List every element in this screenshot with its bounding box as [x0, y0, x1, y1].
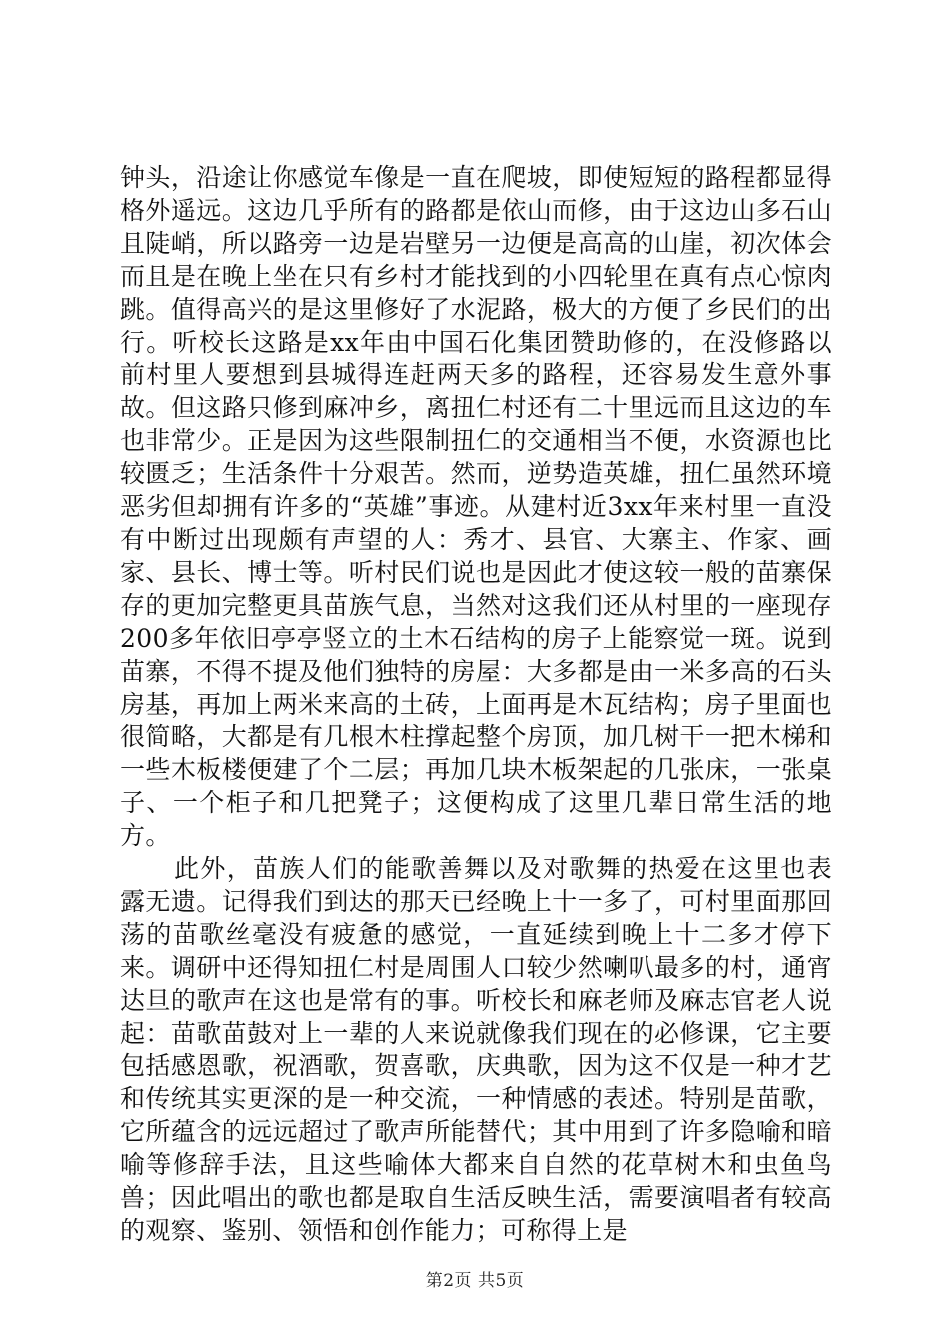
- document-body: [120, 162, 832, 1248]
- paragraph-1: 钟头，沿途让你感觉车像是一直在爬坡，即使短短的路程都显得格外遥远。这边几乎所有的路都是依山而修，由于这边山多石山且陡峭，所以路旁一边是岩壁另一边便是高高的山崖，初次体会而且是在晚上坐在只有乡村才能找到的小四轮里在真有点心惊肉跳。值得高兴的是这里修好了水泥路，极大的方便了乡民们的出行。听校长这路是xx年由中国石化集团赞助修的，在没修路以前村里人要想到县城得连赶两天多的路程，还容易发生意外事故。但这路只修到麻冲乡，离扭仁村还有二十里远而且这边的车也非常少。正是因为这些限制扭仁的交通相当不便，水资源也比较匮乏；生活条件十分艰苦。然而，逆势造英雄，扭仁虽然环境恶劣但却拥有许多的“英雄”事迹。从建村近3xx年来村里一直没有中断过出现颇有声望的人：秀才、县官、大寨主、作家、画家、县长、博士等。听村民们说也是因此才使这较一般的苗寨保存的更加完整更具苗族气息，当然对这我们还从村里的一座现存200多年依旧亭亭竖立的土木石结构的房子上能察觉一斑。说到苗寨，不得不提及他们独特的房屋：大多都是由一米多高的石头房基，再加上两米来高的土砖，上面再是木瓦结构；房子里面也很简略，大都是有几根木柱撑起整个房顶，加几树干一把木梯和一些木板楼便建了个二层；再加几块木板架起的几张床，一张桌子、一个柜子和几把凳子；这便构成了这里几辈日常生活的地方。: [120, 163, 832, 851]
- paragraph-2: 此外，苗族人们的能歌善舞以及对歌舞的热爱在这里也表露无遗。记得我们到达的那天已经晚上十一多了，可村里面那回荡的苗歌丝毫没有疲惫的感觉，一直延续到晚上十二多才停下来。调研中还得知扭仁村是周围人口较少然喇叭最多的村，通宵达旦的歌声在这也是常有的事。听校长和麻老师及麻志官老人说起：苗歌苗鼓对上一辈的人来说就像我们现在的必修课，它主要包括感恩歌，祝酒歌，贺喜歌，庆典歌，因为这不仅是一种才艺和传统其实更深的是一种交流，一种情感的表述。特别是苗歌，它所蕴含的远远超过了歌声所能替代；其中用到了许多隐喻和暗喻等修辞手法，且这些喻体大都来自自然的花草树木和虫鱼鸟兽；因此唱出的歌也都是取自生活反映生活，需要演唱者有较高的观察、鉴别、领悟和创作能力；可称得上是: [120, 854, 832, 1245]
- page-number-footer: 第2页 共5页: [425, 1271, 525, 1291]
